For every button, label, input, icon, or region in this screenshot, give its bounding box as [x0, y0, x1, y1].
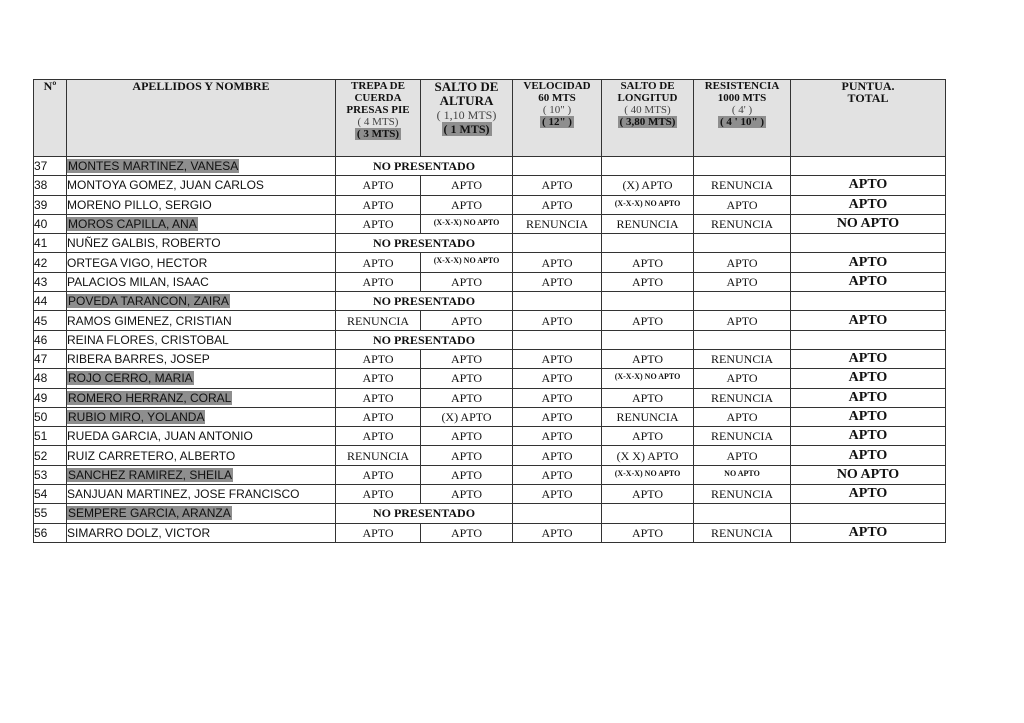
total-result: APTO [791, 195, 946, 214]
empty-cell [513, 292, 602, 311]
table-row [34, 465, 946, 484]
student-name [67, 369, 336, 388]
total-result: APTO [791, 369, 946, 388]
velocidad-result: APTO [513, 407, 602, 426]
table-row [34, 157, 946, 176]
trepa-result: APTO [336, 388, 421, 407]
student-name-text: ORTEGA VIGO, HECTOR [67, 255, 208, 270]
salto-altura-result: (X-X-X) NO APTO [421, 253, 513, 272]
header-resistencia: RESISTENCIA 1000 MTS ( 4' ) ( 4 ' 10" ) [694, 80, 791, 157]
empty-cell [694, 330, 791, 349]
student-name [67, 349, 336, 368]
total-result: NO APTO [791, 214, 946, 233]
student-name-text: SANJUAN MARTINEZ, JOSE FRANCISCO [67, 487, 300, 502]
velocidad-result: APTO [513, 523, 602, 542]
student-name-text: SIMARRO DOLZ, VICTOR [67, 525, 211, 540]
total-result: APTO [791, 523, 946, 542]
total-result: APTO [791, 407, 946, 426]
velocidad-result: APTO [513, 176, 602, 195]
velocidad-result: APTO [513, 311, 602, 330]
trepa-result: APTO [336, 195, 421, 214]
total-result: APTO [791, 446, 946, 465]
salto-longitud-result: (X-X-X) NO APTO [602, 195, 694, 214]
empty-cell [694, 234, 791, 253]
trepa-result: APTO [336, 214, 421, 233]
trepa-result: APTO [336, 427, 421, 446]
table-row [34, 407, 946, 426]
student-name [67, 427, 336, 446]
student-name [67, 388, 336, 407]
salto-longitud-result: (X-X-X) NO APTO [602, 465, 694, 484]
resistencia-result: APTO [694, 195, 791, 214]
header-total: PUNTUA. TOTAL [791, 80, 946, 157]
resistencia-result: RENUNCIA [694, 176, 791, 195]
table-row [34, 272, 946, 291]
student-name-text: SEMPERE GARCIA, ARANZA [68, 506, 231, 521]
student-name [67, 176, 336, 195]
row-number: 37 [34, 157, 67, 176]
salto-longitud-result: APTO [602, 272, 694, 291]
table-row [34, 214, 946, 233]
student-name-text: REINA FLORES, CRISTOBAL [67, 332, 229, 347]
salto-altura-result: APTO [421, 369, 513, 388]
student-name-text: RUBIO MIRO, YOLANDA [68, 410, 205, 424]
velocidad-result: APTO [513, 369, 602, 388]
salto-altura-result: APTO [421, 176, 513, 195]
velocidad-result: RENUNCIA [513, 214, 602, 233]
resistencia-result: APTO [694, 272, 791, 291]
velocidad-result: APTO [513, 427, 602, 446]
salto-altura-result: APTO [421, 465, 513, 484]
table-row [34, 523, 946, 542]
row-number: 56 [34, 523, 67, 542]
not-presented-label: NO PRESENTADO [336, 504, 513, 523]
empty-cell [513, 330, 602, 349]
salto-altura-result: APTO [421, 272, 513, 291]
salto-longitud-result: APTO [602, 523, 694, 542]
results-body [34, 157, 946, 543]
resistencia-result: RENUNCIA [694, 523, 791, 542]
salto-altura-result: (X) APTO [421, 407, 513, 426]
trepa-result: RENUNCIA [336, 311, 421, 330]
trepa-result: APTO [336, 349, 421, 368]
resistencia-result: NO APTO [694, 465, 791, 484]
salto-longitud-result: (X) APTO [602, 176, 694, 195]
table-row [34, 369, 946, 388]
salto-altura-result: APTO [421, 195, 513, 214]
row-number: 47 [34, 349, 67, 368]
student-name [67, 523, 336, 542]
student-name-text: ROMERO HERRANZ, CORAL [68, 390, 232, 405]
trepa-result: RENUNCIA [336, 446, 421, 465]
salto-longitud-result: APTO [602, 349, 694, 368]
total-result: APTO [791, 349, 946, 368]
student-name-text: NUÑEZ GALBIS, ROBERTO [67, 236, 221, 251]
velocidad-result: APTO [513, 253, 602, 272]
table-row [34, 253, 946, 272]
student-name [67, 292, 336, 311]
resistencia-result: APTO [694, 311, 791, 330]
student-name [67, 311, 336, 330]
velocidad-result: APTO [513, 272, 602, 291]
row-number: 49 [34, 388, 67, 407]
row-number: 45 [34, 311, 67, 330]
trepa-result: APTO [336, 407, 421, 426]
student-name [67, 446, 336, 465]
student-name [67, 407, 336, 426]
salto-longitud-result: APTO [602, 427, 694, 446]
empty-cell [602, 292, 694, 311]
trepa-result: APTO [336, 272, 421, 291]
student-name [67, 234, 336, 253]
empty-cell [694, 504, 791, 523]
total-result: APTO [791, 311, 946, 330]
header-row [34, 80, 946, 157]
student-name-text: RIBERA BARRES, JOSEP [67, 352, 210, 367]
student-name-text: MORENO PILLO, SERGIO [67, 197, 212, 212]
table-row [34, 330, 946, 349]
empty-cell [513, 504, 602, 523]
student-name [67, 157, 336, 176]
header-salto-altura: SALTO DE ALTURA ( 1,10 MTS) ( 1 MTS) [421, 80, 513, 157]
velocidad-result: APTO [513, 465, 602, 484]
student-name [67, 272, 336, 291]
velocidad-result: APTO [513, 446, 602, 465]
salto-longitud-result: APTO [602, 253, 694, 272]
empty-cell [694, 292, 791, 311]
empty-cell [513, 157, 602, 176]
salto-longitud-result: APTO [602, 485, 694, 504]
salto-altura-result: APTO [421, 388, 513, 407]
table-row [34, 427, 946, 446]
student-name-text: RAMOS GIMENEZ, CRISTIAN [67, 313, 232, 328]
not-presented-label: NO PRESENTADO [336, 292, 513, 311]
total-result: APTO [791, 176, 946, 195]
row-number: 55 [34, 504, 67, 523]
table-row [34, 388, 946, 407]
salto-altura-result: (X-X-X) NO APTO [421, 214, 513, 233]
salto-altura-result: APTO [421, 523, 513, 542]
row-number: 40 [34, 214, 67, 233]
resistencia-result: APTO [694, 253, 791, 272]
resistencia-result: RENUNCIA [694, 388, 791, 407]
row-number: 50 [34, 407, 67, 426]
empty-cell [791, 157, 946, 176]
total-result: NO APTO [791, 465, 946, 484]
trepa-result: APTO [336, 176, 421, 195]
resistencia-result: APTO [694, 407, 791, 426]
total-result: APTO [791, 427, 946, 446]
row-number: 44 [34, 292, 67, 311]
table-row [34, 292, 946, 311]
row-number: 43 [34, 272, 67, 291]
total-result: APTO [791, 272, 946, 291]
velocidad-result: APTO [513, 195, 602, 214]
student-name-text: MONTOYA GOMEZ, JUAN CARLOS [67, 178, 264, 193]
velocidad-result: APTO [513, 388, 602, 407]
student-name-text: POVEDA TARANCON, ZAIRA [68, 294, 229, 309]
salto-altura-result: APTO [421, 446, 513, 465]
resistencia-result: APTO [694, 369, 791, 388]
salto-altura-result: APTO [421, 427, 513, 446]
resistencia-result: RENUNCIA [694, 427, 791, 446]
student-name-text: MOROS CAPILLA, ANA [68, 217, 197, 232]
table-row [34, 446, 946, 465]
table-row [34, 311, 946, 330]
trepa-result: APTO [336, 253, 421, 272]
header-num: Nº [34, 80, 67, 157]
resistencia-result: RENUNCIA [694, 349, 791, 368]
student-name-text: PALACIOS MILAN, ISAAC [67, 274, 209, 289]
row-number: 53 [34, 465, 67, 484]
row-number: 41 [34, 234, 67, 253]
table-row [34, 195, 946, 214]
velocidad-result: APTO [513, 485, 602, 504]
header-velocidad: VELOCIDAD 60 MTS ( 10" ) ( 12" ) [513, 80, 602, 157]
row-number: 51 [34, 427, 67, 446]
header-name: APELLIDOS Y NOMBRE [67, 80, 336, 157]
empty-cell [602, 234, 694, 253]
not-presented-label: NO PRESENTADO [336, 330, 513, 349]
student-name-text: RUEDA GARCIA, JUAN ANTONIO [67, 429, 253, 444]
header-salto-longitud: SALTO DE LONGITUD ( 40 MTS) ( 3,80 MTS) [602, 80, 694, 157]
student-name-text: MONTES MARTINEZ, VANESA [68, 159, 239, 174]
salto-longitud-result: RENUNCIA [602, 407, 694, 426]
salto-altura-result: APTO [421, 349, 513, 368]
student-name [67, 330, 336, 349]
not-presented-label: NO PRESENTADO [336, 157, 513, 176]
student-name-text: RUIZ CARRETERO, ALBERTO [67, 448, 236, 463]
row-number: 39 [34, 195, 67, 214]
salto-longitud-result: APTO [602, 388, 694, 407]
salto-longitud-result: RENUNCIA [602, 214, 694, 233]
empty-cell [791, 292, 946, 311]
student-name [67, 504, 336, 523]
student-name [67, 485, 336, 504]
results-table [33, 79, 946, 543]
row-number: 54 [34, 485, 67, 504]
total-result: APTO [791, 253, 946, 272]
resistencia-result: APTO [694, 446, 791, 465]
student-name [67, 465, 336, 484]
empty-cell [791, 504, 946, 523]
row-number: 38 [34, 176, 67, 195]
table-row [34, 176, 946, 195]
total-result: APTO [791, 388, 946, 407]
row-number: 46 [34, 330, 67, 349]
empty-cell [602, 330, 694, 349]
trepa-result: APTO [336, 485, 421, 504]
table-row [34, 485, 946, 504]
table-row [34, 504, 946, 523]
salto-altura-result: APTO [421, 485, 513, 504]
resistencia-result: RENUNCIA [694, 214, 791, 233]
trepa-result: APTO [336, 523, 421, 542]
resistencia-result: RENUNCIA [694, 485, 791, 504]
not-presented-label: NO PRESENTADO [336, 234, 513, 253]
empty-cell [602, 504, 694, 523]
trepa-result: APTO [336, 465, 421, 484]
student-name [67, 253, 336, 272]
salto-longitud-result: (X X) APTO [602, 446, 694, 465]
salto-longitud-result: (X-X-X) NO APTO [602, 369, 694, 388]
student-name [67, 195, 336, 214]
student-name [67, 214, 336, 233]
student-name-text: ROJO CERRO, MARIA [68, 371, 193, 386]
empty-cell [791, 234, 946, 253]
student-name-text: SANCHEZ RAMIREZ, SHEILA [68, 467, 233, 482]
header-trepa: TREPA DE CUERDA PRESAS PIE ( 4 MTS) ( 3 MTS) [336, 80, 421, 157]
velocidad-result: APTO [513, 349, 602, 368]
table-row [34, 349, 946, 368]
salto-altura-result: APTO [421, 311, 513, 330]
salto-longitud-result: APTO [602, 311, 694, 330]
row-number: 52 [34, 446, 67, 465]
total-result: APTO [791, 485, 946, 504]
row-number: 42 [34, 253, 67, 272]
empty-cell [791, 330, 946, 349]
table-row [34, 234, 946, 253]
empty-cell [694, 157, 791, 176]
trepa-result: APTO [336, 369, 421, 388]
empty-cell [602, 157, 694, 176]
empty-cell [513, 234, 602, 253]
row-number: 48 [34, 369, 67, 388]
